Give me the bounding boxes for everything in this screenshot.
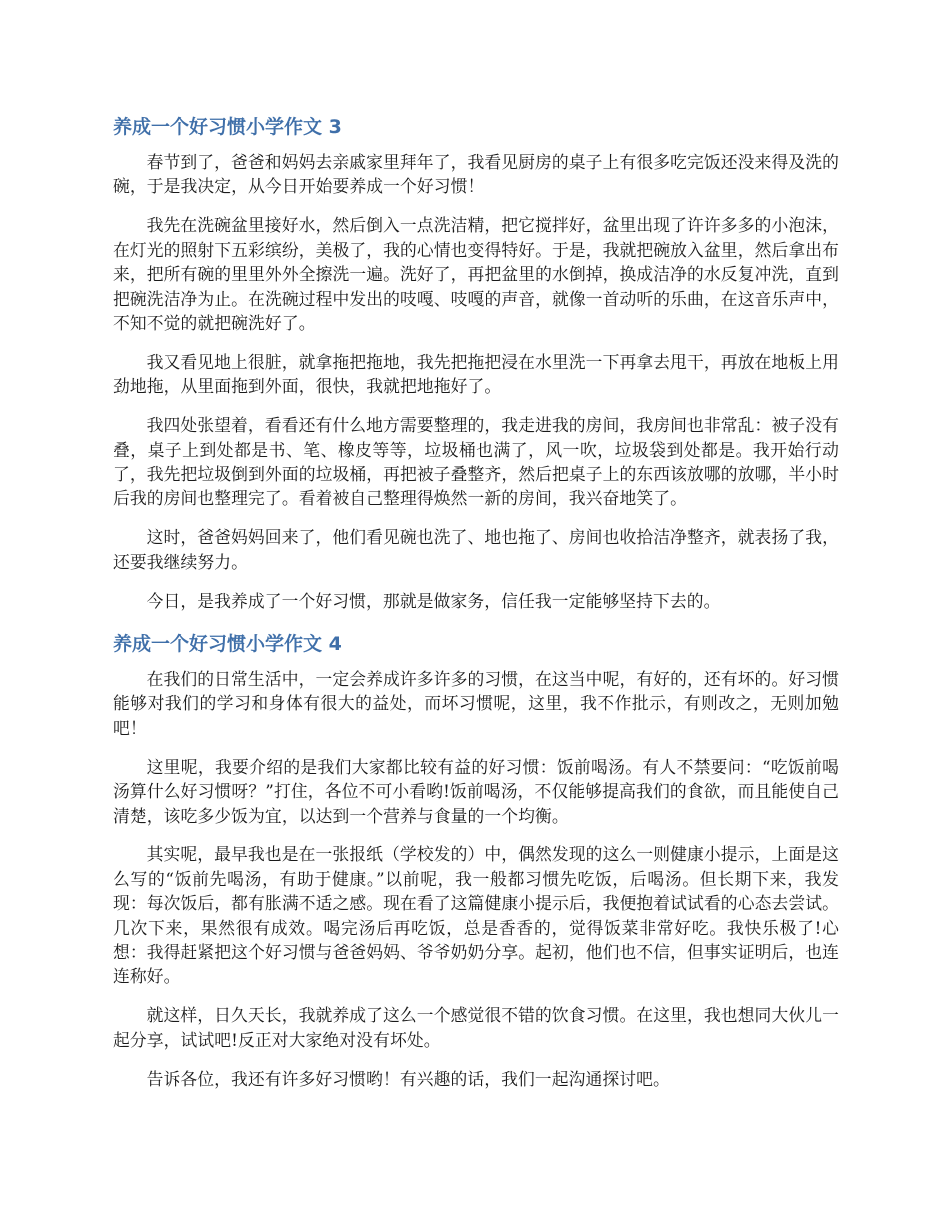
section-title: 养成一个好习惯小学作文 3	[113, 116, 342, 138]
paragraph: 我又看见地上很脏，就拿拖把拖地，我先把拖把浸在水里洗一下再拿去甩干，再放在地板上用劲地拖，从里面拖到外面，很快，我就把地拖好了。	[113, 351, 839, 397]
paragraph: 就这样，日久天长，我就养成了这么一个感觉很不错的饮食习惯。在这里，我也想同大伙儿一起分享，试试吧!反正对大家绝对没有坏处。	[113, 1005, 839, 1050]
paragraph: 这时，爸爸妈妈回来了，他们看见碗也洗了、地也拖了、房间也收拾洁净整齐，就表扬了我，还要我继续努力。	[113, 527, 839, 572]
paragraph: 我先在洗碗盆里接好水，然后倒入一点洗洁精，把它搅拌好，盆里出现了许许多多的小泡沫，在灯光的照射下五彩缤纷，美极了，我的心情也变得特好。于是，我就把碗放入盆里，然后拿出布来，把所有碗的里里外外全擦洗一遍。洗好了，再把盆里的水倒掉，换成洁净的水反复冲洗，直到把碗洗洁净为止。在洗碗过程中发出的吱嘎、吱嘎的声音，就像一首动听的乐曲，在这音乐声中，不知不觉的就把碗洗好了。	[113, 215, 839, 333]
paragraph: 这里呢，我要介绍的是我们大家都比较有益的好习惯：饭前喝汤。有人不禁要问：“吃饭前喝汤算什么好习惯呀？”打住，各位不可小看哟!饭前喝汤，不仅能够提高我们的食欲，而且能使自己清楚，该吃多少饭为宜，以达到一个营养与食量的一个均衡。	[113, 756, 839, 826]
document-page	[113, 112, 839, 1106]
paragraph: 春节到了，爸爸和妈妈去亲戚家里拜年了，我看见厨房的桌子上有很多吃完饭还没来得及洗的碗，于是我决定，从今日开始要养成一个好习惯！	[113, 152, 839, 197]
section-title: 养成一个好习惯小学作文 4	[113, 633, 342, 655]
paragraph: 告诉各位，我还有许多好习惯哟！有兴趣的话，我们一起沟通探讨吧。	[146, 1068, 670, 1089]
paragraph: 我四处张望着，看看还有什么地方需要整理的，我走进我的房间，我房间也非常乱：被子没有叠，桌子上到处都是书、笔、橡皮等等，垃圾桶也满了，风一吹，垃圾袋到处都是。我开始行动了，我先把垃圾倒到外面的垃圾桶，再把被子叠整齐，然后把桌子上的东西该放哪的放哪，半小时后我的房间也整理完了。看着被自己整理得焕然一新的房间，我兴奋地笑了。	[113, 415, 839, 509]
paragraph: 其实呢，最早我也是在一张报纸（学校发的）中，偶然发现的这么一则健康小提示，上面是这么写的“饭前先喝汤，有助于健康。”以前呢，我一般都习惯先吃饭，后喝汤。但长期下来，我发现：每次饭后，都有胀满不适之感。现在看了这篇健康小提示后，我便抱着试试看的心态去尝试。几次下来，果然很有成效。喝完汤后再吃饭，总是香香的，觉得饭菜非常好吃。我快乐极了!心想：我得赶紧把这个好习惯与爸爸妈妈、爷爷奶奶分享。起初，他们也不信，但事实证明后，也连连称好。	[113, 844, 839, 987]
paragraph: 今日，是我养成了一个好习惯，那就是做家务，信任我一定能够坚持下去的。	[146, 590, 721, 611]
paragraph: 在我们的日常生活中，一定会养成许多许多的习惯，在这当中呢，有好的，还有坏的。好习惯能够对我们的学习和身体有很大的益处，而坏习惯呢，这里，我不作批示，有则改之，无则加勉吧！	[113, 669, 839, 738]
